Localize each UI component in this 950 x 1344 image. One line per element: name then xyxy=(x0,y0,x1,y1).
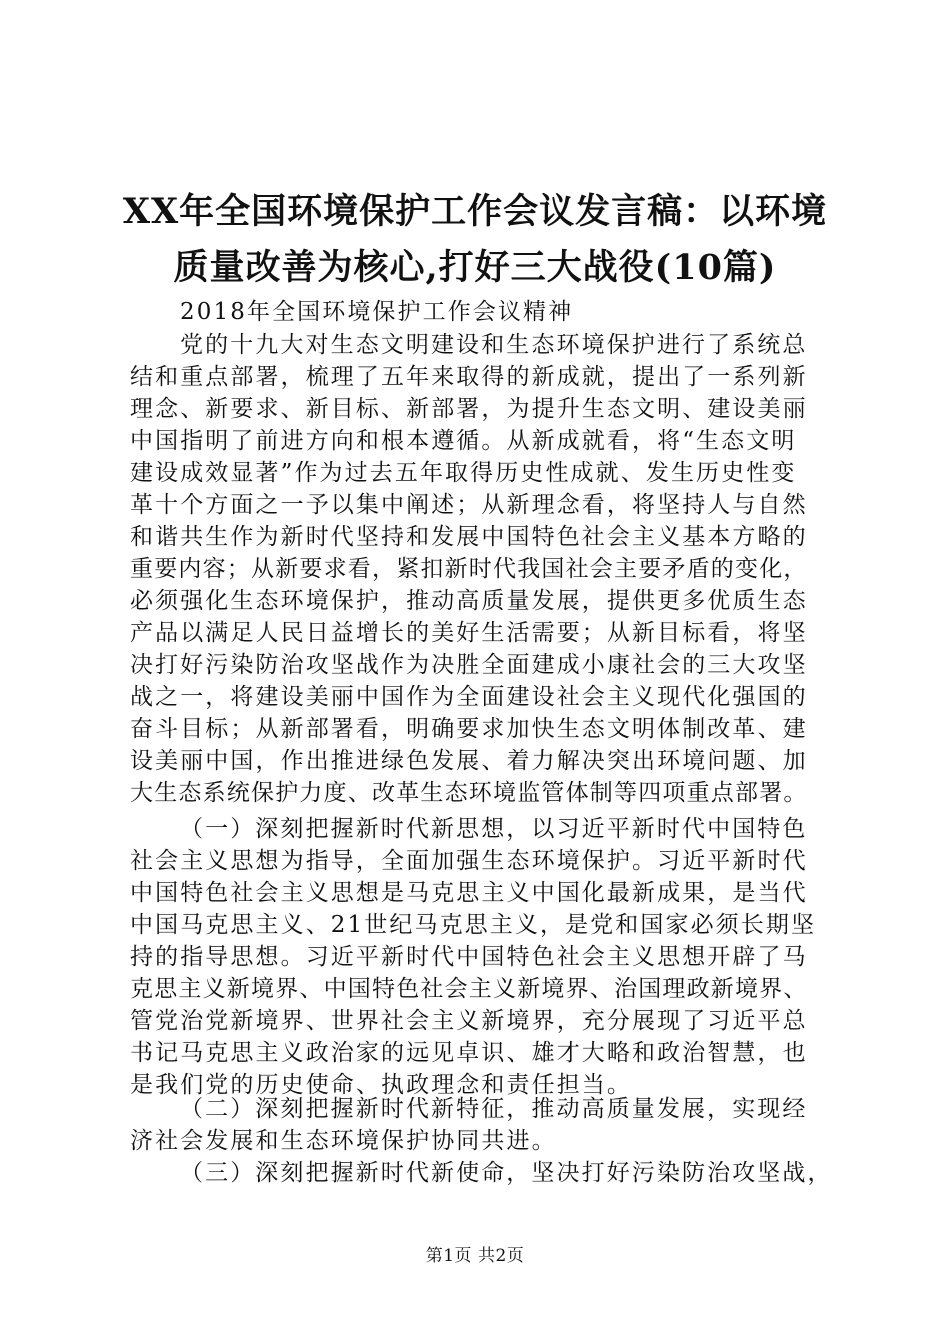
paragraph-line: 必须强化生态环境保护，推动高质量发展，提供更多优质生态 xyxy=(130,588,808,614)
paragraph-line: 管党治党新境界、世界社会主义新境界，充分展现了习近平总 xyxy=(130,1008,808,1034)
paragraph-line: 中国马克思主义、21世纪马克思主义，是党和国家必须长期坚 xyxy=(130,912,817,938)
page-footer: 第1页 共2页 xyxy=(425,1246,525,1266)
paragraph-line: （一）深刻把握新时代新思想，以习近平新时代中国特色 xyxy=(180,816,808,842)
paragraph-line: 书记马克思主义政治家的远见卓识、雄才大略和政治智慧，也 xyxy=(130,1040,808,1066)
paragraph-line: 大生态系统保护力度、改革生态环境监管体制等四项重点部署。 xyxy=(130,780,808,806)
document-title-line-2: 质量改善为核心,打好三大战役(10篇) xyxy=(173,247,777,288)
paragraph-line: 建设成效显著”作为过去五年取得历史性成就、发生历史性变 xyxy=(130,460,797,486)
paragraph-line: 社会主义思想为指导，全面加强生态环境保护。习近平新时代 xyxy=(130,848,808,874)
paragraph-line: （三）深刻把握新时代新使命，坚决打好污染防治攻坚战， xyxy=(180,1160,833,1186)
paragraph-line: 奋斗目标；从新部署看，明确要求加快生态文明体制改革、建 xyxy=(130,716,808,742)
paragraph-line: 重要内容；从新要求看，紧扣新时代我国社会主要矛盾的变化， xyxy=(130,556,808,582)
paragraph-line: 是我们党的历史使命、执政理念和责任担当。 xyxy=(130,1072,632,1098)
paragraph-line: 结和重点部署，梳理了五年来取得的新成就，提出了一系列新 xyxy=(130,364,808,390)
paragraph-line: 中国特色社会主义思想是马克思主义中国化最新成果，是当代 xyxy=(130,880,808,906)
paragraph-line: 济社会发展和生态环境保护协同共进。 xyxy=(130,1128,557,1154)
paragraph-line: 革十个方面之一予以集中阐述；从新理念看，将坚持人与自然 xyxy=(130,492,808,518)
paragraph-line: 和谐共生作为新时代坚持和发展中国特色社会主义基本方略的 xyxy=(130,524,808,550)
paragraph-line: 战之一，将建设美丽中国作为全面建设社会主义现代化强国的 xyxy=(130,684,808,710)
paragraph-line: （二）深刻把握新时代新特征，推动高质量发展，实现经 xyxy=(180,1096,808,1122)
document-title-line-1: XX年全国环境保护工作会议发言稿：以环境 xyxy=(122,191,828,232)
paragraph-line: 理念、新要求、新目标、新部署，为提升生态文明、建设美丽 xyxy=(130,396,808,422)
paragraph-line: 党的十九大对生态文明建设和生态环境保护进行了系统总 xyxy=(180,332,808,358)
paragraph-line: 决打好污染防治攻坚战作为决胜全面建成小康社会的三大攻坚 xyxy=(130,652,808,678)
paragraph-line: 设美丽中国，作出推进绿色发展、着力解决突出环境问题、加 xyxy=(130,748,808,774)
paragraph-line: 产品以满足人民日益增长的美好生活需要；从新目标看，将坚 xyxy=(130,620,808,646)
paragraph-line: 中国指明了前进方向和根本遵循。从新成就看，将“生态文明 xyxy=(130,428,797,454)
paragraph-line: 克思主义新境界、中国特色社会主义新境界、治国理政新境界、 xyxy=(130,976,808,1002)
section-heading: 2018年全国环境保护工作会议精神 xyxy=(180,299,574,325)
paragraph-line: 持的指导思想。习近平新时代中国特色社会主义思想开辟了马 xyxy=(130,944,808,970)
